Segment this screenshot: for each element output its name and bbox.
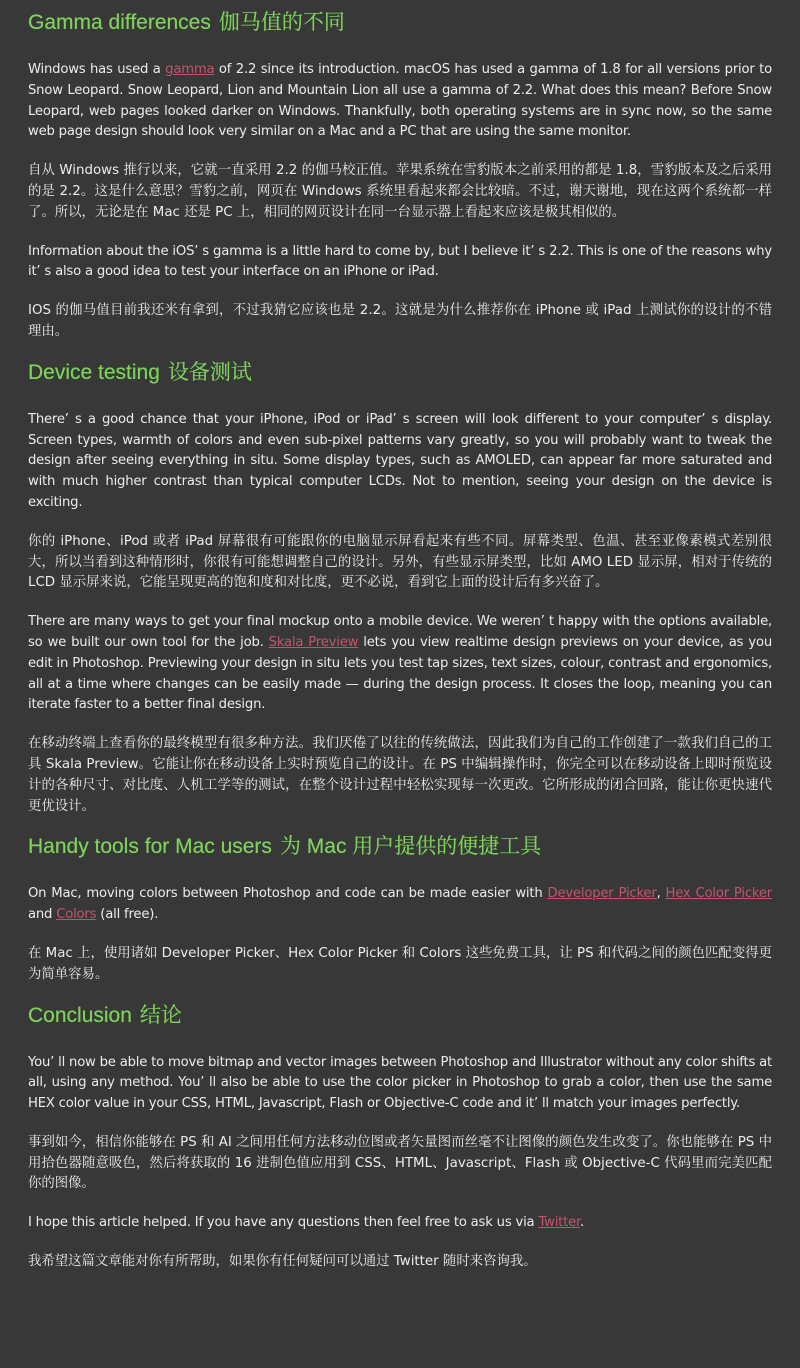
heading-zh: 为 Mac 用户提供的便捷工具 (279, 835, 542, 859)
paragraph-zh: 在 Mac 上，使用诸如 Developer Picker、Hex Color Picker 和 Colors 这些免费工具，让 PS 和代码之间的颜色匹配变得更为简单容易。 (28, 945, 772, 982)
heading-zh: 伽马值的不同 (218, 11, 345, 34)
section-heading-handy-tools (28, 832, 772, 862)
text: , (656, 886, 666, 902)
heading-en: Gamma differences (28, 11, 211, 34)
heading-zh: 结论 (139, 1003, 182, 1027)
text: Windows has used a (28, 62, 166, 77)
paragraph-zh: IOS 的伽马值目前我还米有拿到，不过我猜它应该也是 2.2。这就是为什么推荐你在 iPhone 或 iPad 上测试你的设计的不错理由。 (28, 303, 772, 339)
paragraph (28, 612, 772, 716)
colors-link[interactable]: Colors (56, 907, 97, 923)
developer-picker-link[interactable]: Developer Picker (547, 886, 657, 902)
article (28, 0, 772, 1273)
heading-en: Conclusion (28, 1003, 132, 1027)
text: lets you view realtime design previews on your device, as you edit in Photoshop. Previewing your design in situ lets you test tap sizes, text sizes, colour, contrast and ergonomics, all at a time where changes can be easily made — during the design process. It closes the loop, meaning you can iterate faster to a better final design. (28, 634, 772, 713)
heading-en: Device testing (28, 360, 160, 384)
paragraph (28, 1213, 772, 1234)
paragraph-zh: 在移动终端上查看你的最终模型有很多种方法。我们厌倦了以往的传统做法，因此我们为自己的工作创建了一款我们自己的工具 Skala Preview。它能让你在移动设备上实时预览自己的设计。在 PS 中编辑操作时，你完全可以在移动设备上即时预览设计的各种尺寸、对比度、人机工学等的测试，在整个设计过程中轻松实现每一次更改。它所形成的闭合回路，能让你更快速代更优设计。 (28, 736, 772, 814)
heading-en: Handy tools for Mac users (28, 835, 272, 859)
text: . (580, 1215, 585, 1231)
gamma-link[interactable]: gamma (165, 62, 215, 77)
hex-color-picker-link[interactable]: Hex Color Picker (665, 886, 772, 902)
paragraph-zh: 我希望这篇文章能对你有所帮助，如果你有任何疑问可以通过 Twitter 随时来咨询我。 (28, 1254, 537, 1270)
section-heading-gamma (28, 8, 772, 38)
skala-preview-link[interactable]: Skala Preview (268, 634, 359, 650)
paragraph: Information about the iOS’ s gamma is a little hard to come by, but I believe it’ s 2.2. This is one of the reasons why it’ s also a good idea to test your interface on an iPhone or iPad. (28, 243, 772, 280)
text: On Mac, moving colors between Photoshop and code can be made easier with (28, 886, 548, 902)
text: There are many ways to get your final mockup onto a mobile device. We weren’ t happy with the options available, so we built our own tool for the job. (28, 614, 772, 650)
paragraph-zh: 你的 iPhone、iPod 或者 iPad 屏幕很有可能跟你的电脑显示屏看起来有些不同。屏幕类型、色温、甚至亚像素模式差别很大，所以当看到这种情形时，你很有可能想调整自己的设计。另外，有些显示屏类型，比如 AMO LED 显示屏，相对于传统的 LCD 显示屏来说，它能呈现更高的饱和度和对比度，更不必说，看到它上面的设计后有多兴奋了。 (28, 533, 772, 591)
paragraph: You’ ll now be able to move bitmap and vector images between Photoshop and Illustrator without any color shifts at all, using any method. You’ ll also be able to use the color picker in Photoshop to grab a color, then use the same HEX color value in your CSS, HTML, Javascript, Flash or Objective-C code and it’ ll match your images perfectly. (28, 1054, 772, 1112)
text: of 2.2 since its introduction. macOS has used a gamma of 1.8 for all versions prior to Snow Leopard. Snow Leopard, Lion and Mountain Lion all use a gamma of 2.2. What does this mean? Before Snow Leopard, web pages looked darker on Windows. Thankfully, both operating systems are in sync now, so the same web page design should look very similar on a Mac and a PC that are using the same monitor. (28, 62, 772, 140)
section-heading-device-testing (28, 358, 772, 388)
twitter-link[interactable]: Twitter (538, 1215, 581, 1231)
paragraph (28, 884, 772, 926)
paragraph: There’ s a good chance that your iPhone, iPod or iPad’ s screen will look different to your computer’ s display. Screen types, warmth of colors and even sub-pixel patterns vary greatly, so you will probably want to tweak the design after seeing everything in situ. Some display types, such as AMOLED, can appear far more saturated and with much higher contrast than typical computer LCDs. Not to mention, seeing your design on the device is exciting. (28, 411, 772, 510)
heading-zh: 设备测试 (167, 360, 252, 384)
section-heading-conclusion (28, 1001, 772, 1031)
text: I hope this article helped. If you have any questions then feel free to ask us via (28, 1215, 539, 1231)
paragraph (28, 60, 772, 143)
text: and (28, 907, 57, 923)
paragraph-zh: 事到如今，相信你能够在 PS 和 AI 之间用任何方法移动位图或者矢量图而丝毫不让图像的颜色发生改变了。你也能够在 PS 中用拾色器随意吸色，然后将获取的 16 进制色值应用到 CSS、HTML、Javascript、Flash 或 Objective-C 代码里而完美匹配你的图像。 (28, 1134, 772, 1192)
paragraph-zh: 自从 Windows 推行以来，它就一直采用 2.2 的伽马校正值。苹果系统在雪豹版本之前采用的都是 1.8，雪豹版本及之后采用的是 2.2。这是什么意思？雪豹之前，网页在 Windows 系统里看起来都会比较暗。不过，谢天谢地，现在这两个系统都一样了。所以，无论是在 Mac 还是 PC 上，相同的网页设计在同一台显示器上看起来应该是极其相似的。 (28, 163, 772, 220)
text: (all free). (96, 907, 159, 923)
